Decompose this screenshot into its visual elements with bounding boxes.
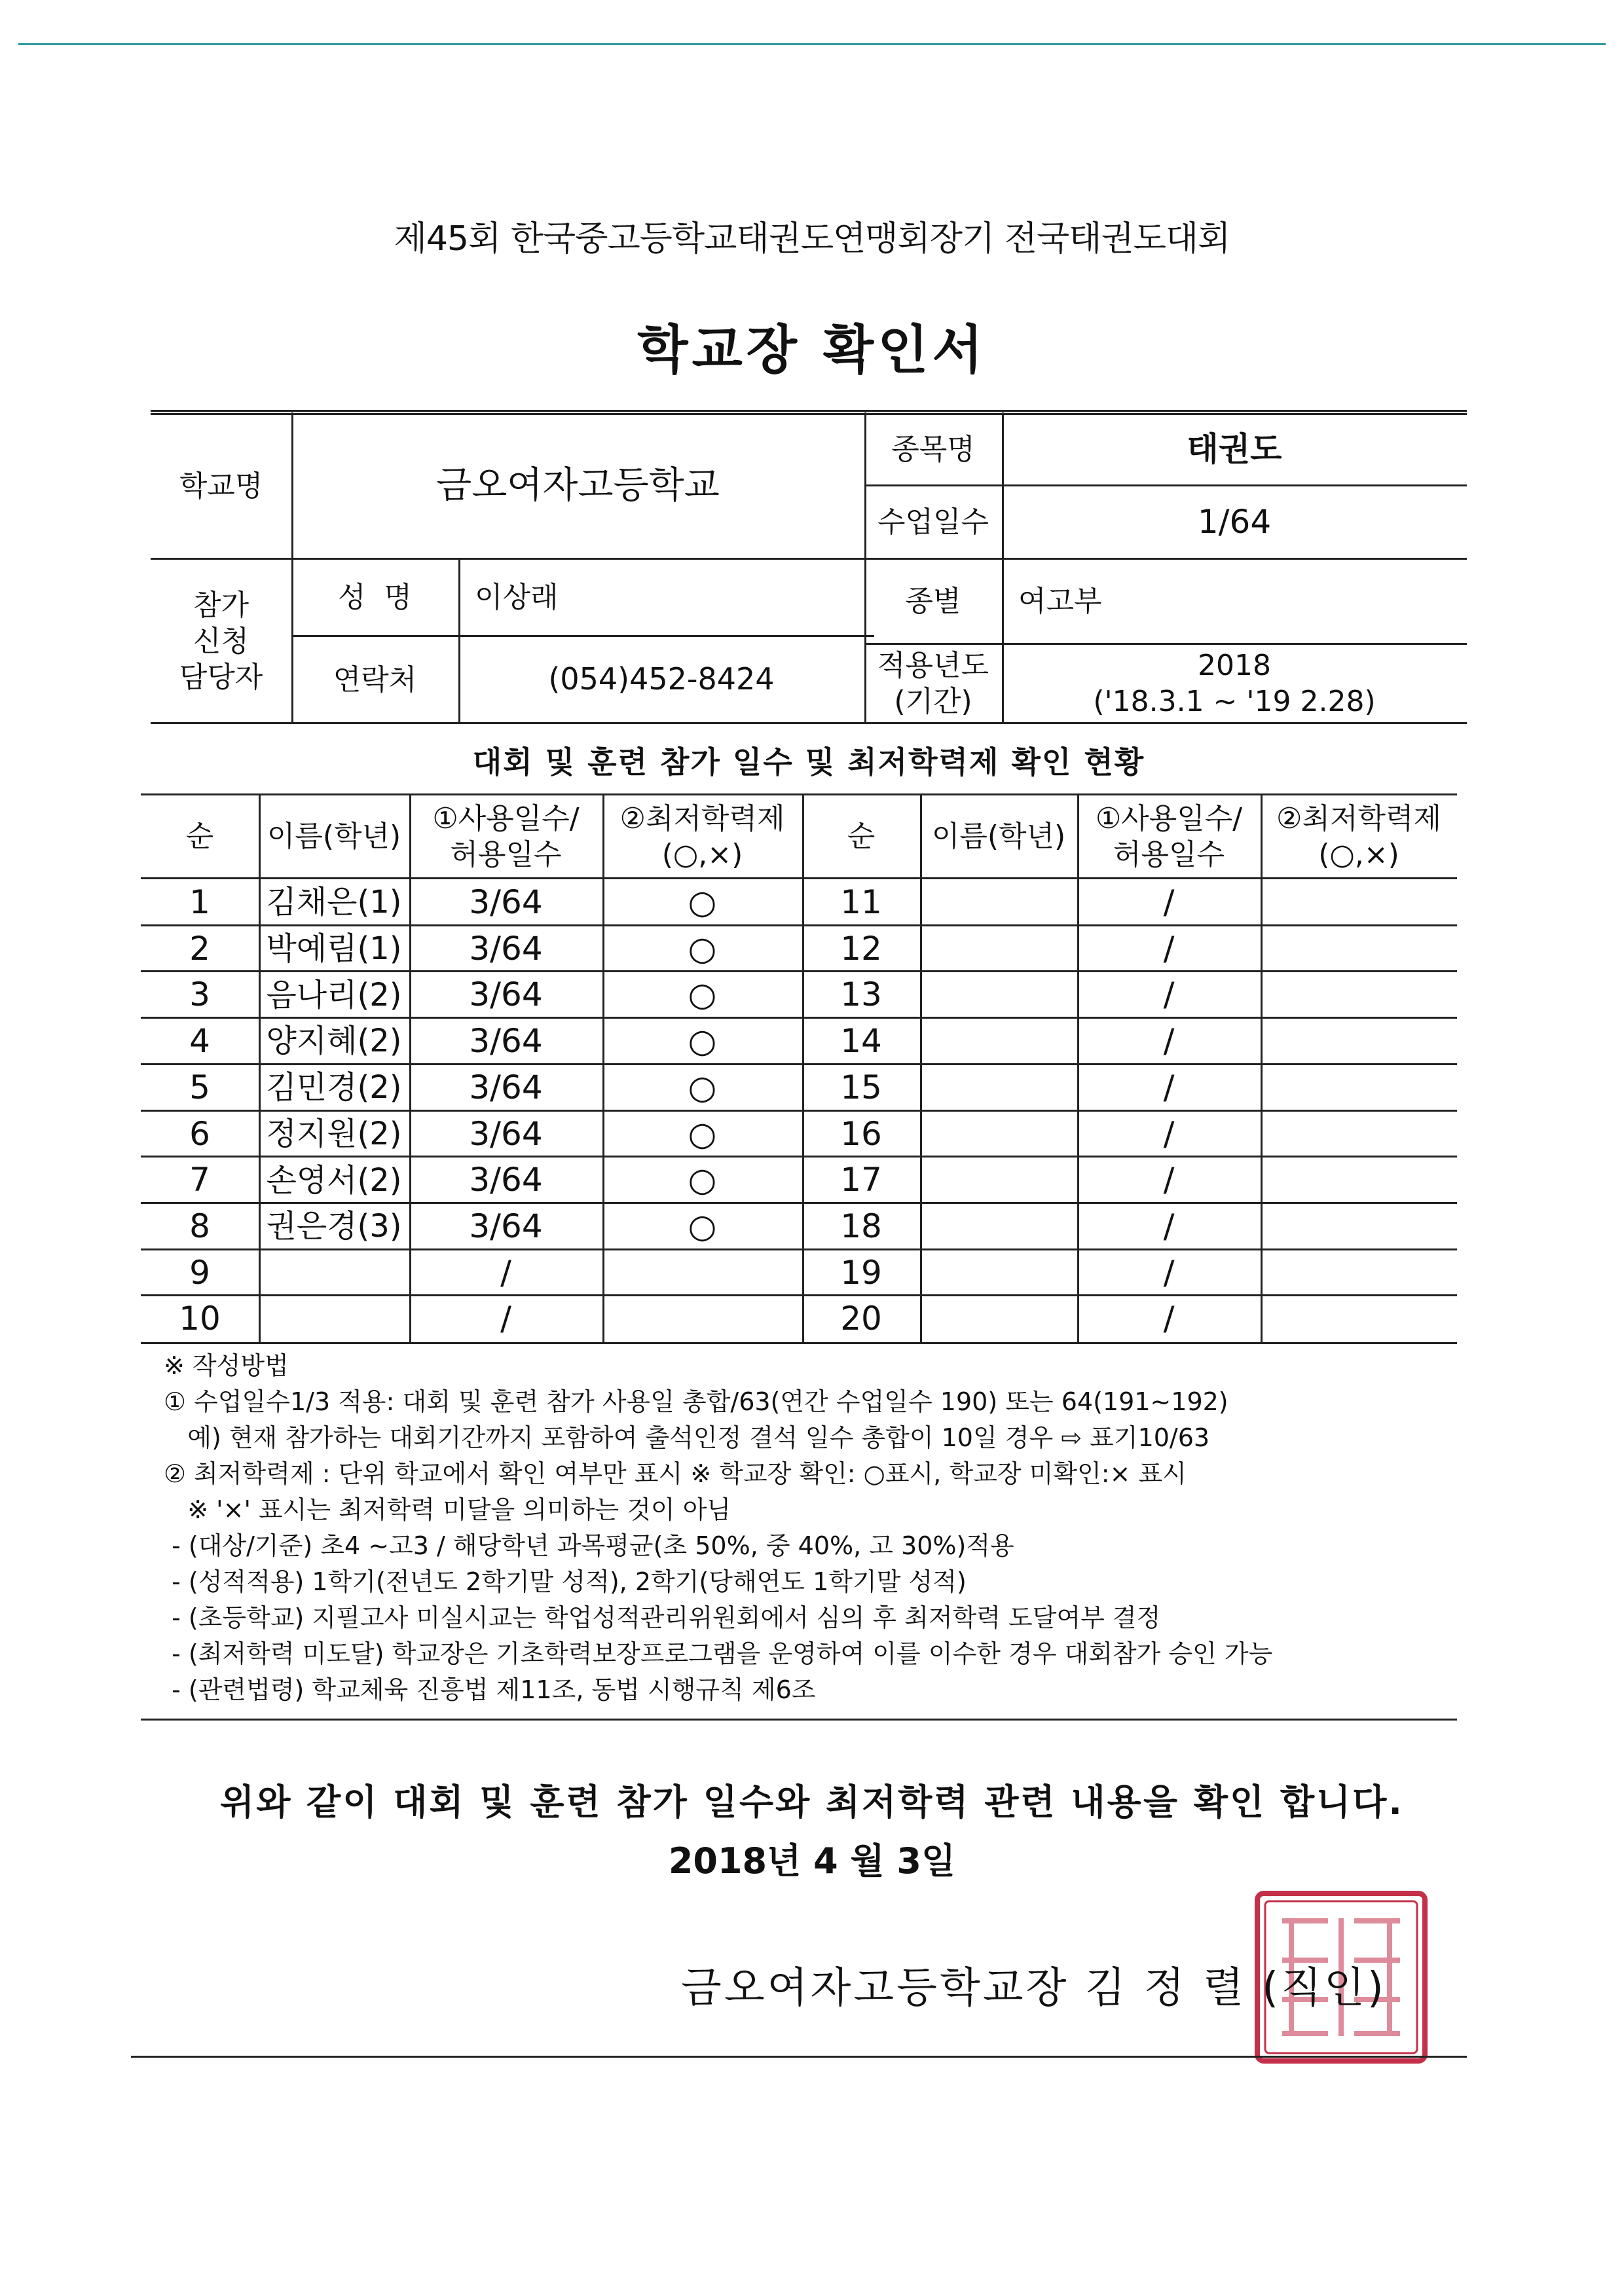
school-value: 금오여자고등학교: [436, 464, 720, 507]
cell-name: 손영서(2): [266, 1161, 402, 1199]
instruction-line: - (관련법령) 학교체육 진흥법 제11조, 동법 시행규칙 제6조: [164, 1675, 816, 1704]
cell-min: [602, 1250, 802, 1296]
cell-min: [1261, 879, 1457, 926]
cell-name: [920, 1250, 1077, 1296]
cell-name: [920, 879, 1077, 926]
cell-no: 1: [189, 883, 210, 922]
division-label: 종별: [905, 585, 961, 618]
cell-min: ○: [688, 1161, 717, 1199]
days-label: 수업일수: [877, 505, 989, 539]
cell-min: [1261, 926, 1457, 972]
cell-name: [920, 1111, 1077, 1157]
cell-min: [1261, 1203, 1457, 1250]
cell-name: 김민경(2): [266, 1069, 402, 1106]
contact-value: (054)452-8424: [548, 661, 775, 697]
applicant-label: 참가 신청 담당자: [179, 588, 263, 694]
sport-label: 종목명: [891, 432, 975, 466]
cell-name: [920, 972, 1077, 1018]
cell-name: 정지원(2): [266, 1115, 402, 1152]
instruction-line: ※ 작성방법: [164, 1351, 289, 1380]
cell-min: [1261, 1250, 1457, 1296]
cell-days: /: [500, 1253, 511, 1292]
division-value: 여고부: [1018, 585, 1102, 618]
cell-days: 3/64: [469, 929, 543, 968]
instruction-line: 예) 현재 참가하는 대회기간까지 포함하여 출석인정 결석 일수 총합이 10일 경우 ⇨ 표기10/63: [164, 1423, 1210, 1452]
cell-no: 2: [189, 929, 210, 968]
cell-days: /: [1163, 1068, 1175, 1106]
cell-min: ○: [688, 883, 717, 922]
cell-no: 7: [189, 1161, 210, 1199]
cell-min: ○: [688, 975, 717, 1014]
cell-name: 김채은(1): [266, 884, 402, 921]
cell-no: 3: [189, 975, 210, 1014]
confirm-statement: 위와 같이 대회 및 훈련 참가 일수와 최저학력 관련 내용을 확인 합니다.: [220, 1781, 1404, 1823]
cell-days: /: [1163, 1114, 1175, 1153]
cell-days: 3/64: [469, 883, 543, 922]
sport-value: 태권도: [1187, 429, 1282, 468]
top-rule: [18, 43, 1606, 45]
cell-no: 9: [189, 1253, 210, 1292]
name-label: 성 명: [338, 581, 412, 614]
cell-no: 18: [840, 1207, 882, 1245]
cell-days: /: [1163, 1207, 1175, 1245]
cell-name: 양지혜(2): [266, 1023, 402, 1060]
issue-date: 2018년 4 월 3일: [668, 1840, 956, 1882]
cell-name: 박예림(1): [266, 930, 402, 968]
cell-days: 3/64: [469, 1022, 543, 1061]
instruction-line: ② 최저학력제 : 단위 학교에서 확인 여부만 표시 ※ 학교장 확인: ○표시, 학교장 미확인:× 표시: [164, 1459, 1187, 1488]
cell-min: [1261, 972, 1457, 1018]
cell-name: [920, 1203, 1077, 1250]
cell-min: ○: [688, 1068, 717, 1106]
instruction-line: ① 수업일수1/3 적용: 대회 및 훈련 참가 사용일 총합/63(연간 수업일수 190) 또는 64(191~192): [164, 1387, 1228, 1416]
cell-min: [1261, 1157, 1457, 1203]
instruction-line: - (초등학교) 지필고사 미실시교는 학업성적관리위원회에서 심의 후 최저학력 도달여부 결정: [164, 1603, 1161, 1632]
cell-days: /: [1163, 929, 1175, 968]
cell-min: ○: [688, 1114, 717, 1153]
cell-name: [259, 1296, 409, 1342]
name-value: 이상래: [475, 581, 559, 614]
bottom-rule: [131, 2056, 1467, 2058]
cell-no: 17: [840, 1161, 882, 1199]
cell-no: 11: [840, 883, 882, 922]
cell-no: 4: [189, 1022, 210, 1061]
cell-days: 3/64: [469, 975, 543, 1014]
header-name: 이름(학년): [267, 820, 401, 853]
cell-min: [1261, 1296, 1457, 1342]
header-no: 순: [185, 820, 214, 853]
instruction-line: - (최저학력 미도달) 학교장은 기초학력보장프로그램을 운영하여 이를 이수한 경우 대회참가 승인 가능: [164, 1639, 1273, 1668]
principal-signature: 금오여자고등학교장 김 정 렬 (직인): [681, 1964, 1386, 2013]
notes-bottom-rule: [141, 1719, 1457, 1721]
document-supertitle: 제45회 한국중고등학교태권도연맹회장기 전국태권도대회: [394, 219, 1230, 259]
cell-name: 권은경(3): [266, 1208, 402, 1245]
instruction-line: - (성적적용) 1학기(전년도 2학기말 성적), 2학기(당해연도 1학기말 성적): [164, 1567, 967, 1596]
cell-days: /: [1163, 1161, 1175, 1199]
school-label: 학교명: [179, 469, 263, 503]
header-no-right: 순: [847, 820, 876, 853]
cell-no: 13: [840, 975, 882, 1014]
cell-days: /: [1163, 1253, 1175, 1292]
cell-name: [920, 926, 1077, 972]
year-label: 적용년도 (기간): [877, 649, 989, 718]
cell-days: 3/64: [469, 1161, 543, 1199]
cell-days: 3/64: [469, 1207, 543, 1245]
cell-no: 6: [189, 1114, 210, 1153]
year-value: 2018 ('18.3.1 ~ '19 2.28): [1093, 649, 1376, 718]
cell-no: 5: [189, 1068, 210, 1106]
cell-min: ○: [688, 929, 717, 968]
header-days-right: ①사용일수/ 허용일수: [1095, 801, 1243, 871]
cell-min: [1261, 1018, 1457, 1065]
cell-days: /: [500, 1300, 511, 1338]
cell-days: /: [1163, 975, 1175, 1014]
cell-no: 10: [179, 1300, 221, 1338]
document-title: 학교장 확인서: [637, 319, 987, 380]
cell-no: 16: [840, 1114, 882, 1153]
cell-no: 19: [840, 1253, 882, 1292]
cell-days: 3/64: [469, 1114, 543, 1153]
header-min: ②최저학력제 (○,×): [619, 801, 785, 871]
cell-name: [920, 1065, 1077, 1111]
instruction-line: - (대상/기준) 초4 ~고3 / 해당학년 과목평균(초 50%, 중 40%, 고 30%)적용: [164, 1531, 1014, 1560]
header-days: ①사용일수/ 허용일수: [432, 801, 580, 871]
contact-label: 연락처: [333, 663, 417, 697]
cell-name: [920, 1018, 1077, 1065]
cell-days: /: [1163, 1300, 1175, 1338]
cell-min: ○: [688, 1022, 717, 1061]
cell-no: 14: [840, 1022, 882, 1061]
cell-min: [1261, 1111, 1457, 1157]
cell-min: ○: [688, 1207, 717, 1245]
cell-name: [920, 1296, 1077, 1342]
cell-no: 8: [189, 1207, 210, 1245]
section-title: 대회 및 훈련 참가 일수 및 최저학력제 확인 현황: [472, 744, 1145, 780]
cell-name: [920, 1157, 1077, 1203]
cell-no: 15: [840, 1068, 882, 1106]
instruction-line: ※ '×' 표시는 최저학력 미달을 의미하는 것이 아님: [164, 1495, 731, 1524]
cell-no: 12: [840, 929, 882, 968]
cell-name: [259, 1250, 409, 1296]
cell-min: [1261, 1065, 1457, 1111]
header-name-right: 이름(학년): [931, 820, 1066, 853]
cell-days: 3/64: [469, 1068, 543, 1106]
days-value: 1/64: [1197, 503, 1272, 541]
cell-name: 음나리(2): [266, 976, 402, 1013]
cell-days: /: [1163, 1022, 1175, 1061]
header-min-right: ②최저학력제 (○,×): [1276, 801, 1441, 871]
cell-no: 20: [840, 1300, 882, 1338]
cell-min: [602, 1296, 802, 1342]
cell-days: /: [1163, 883, 1175, 922]
